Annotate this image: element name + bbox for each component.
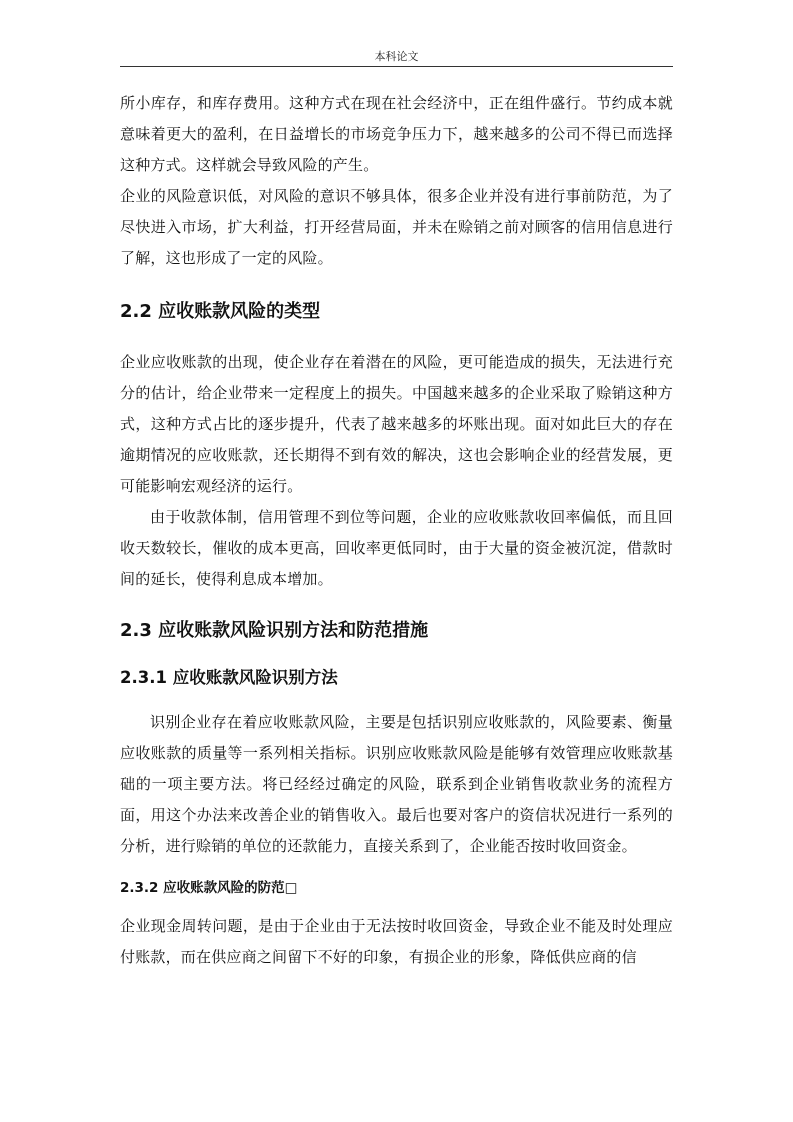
paragraph-4: 由于收款体制，信用管理不到位等问题，企业的应收账款收回率偏低，而且回收天数较长，催收的成本更高，回收率更低同时，由于大量的资金被沉淀，借款时间的延长，使得利息成本增加。: [120, 508, 673, 588]
subsection-heading-2-3-1: 2.3.1 应收账款风险识别方法: [120, 668, 338, 687]
header-rule: [120, 66, 673, 67]
running-header: 本科论文: [374, 50, 419, 63]
subsection-heading-2-3-2: 2.3.2 应收账款风险的防范□: [120, 880, 298, 896]
page-body: [120, 88, 673, 973]
paragraph-6: 企业现金周转问题，是由于企业由于无法按时收回资金，导致企业不能及时处理应付账款，而在供应商之间留下不好的印象，有损企业的形象，降低供应商的信: [120, 917, 673, 966]
paragraph-3: 企业应收账款的出现，使企业存在着潜在的风险，更可能造成的损失，无法进行充分的估计，给企业带来一定程度上的损失。中国越来越多的企业采取了赊销这种方式，这种方式占比的逐步提升，代表了越来越多的坏账出现。面对如此巨大的存在逾期情况的应收账款，还长期得不到有效的解决，这也会影响企业的经营发展，更可能影响宏观经济的运行。: [120, 353, 673, 495]
section-heading-2-2: 2.2 应收账款风险的类型: [120, 301, 321, 322]
paragraph-2: 企业的风险意识低，对风险的意识不够具体，很多企业并没有进行事前防范，为了尽快进入市场，扩大利益，打开经营局面，并未在赊销之前对顾客的信用信息进行了解，这也形成了一定的风险。: [120, 187, 673, 267]
paragraph-1: 所小库存，和库存费用。这种方式在现在社会经济中，正在组件盛行。节约成本就意味着更大的盈利，在日益增长的市场竞争压力下，越来越多的公司不得已而选择这种方式。这样就会导致风险的产生。: [120, 94, 673, 174]
paragraph-5: 识别企业存在着应收账款风险，主要是包括识别应收账款的，风险要素、衡量应收账款的质量等一系列相关指标。识别应收账款风险是能够有效管理应收账款基础的一项主要方法。将已经经过确定的风险，联系到企业销售收款业务的流程方面，用这个办法来改善企业的销售收入。最后也要对客户的资信状况进行一系列的分析，进行赊销的单位的还款能力，直接关系到了，企业能否按时收回资金。: [120, 713, 673, 855]
section-heading-2-3: 2.3 应收账款风险识别方法和防范措施: [120, 620, 429, 641]
